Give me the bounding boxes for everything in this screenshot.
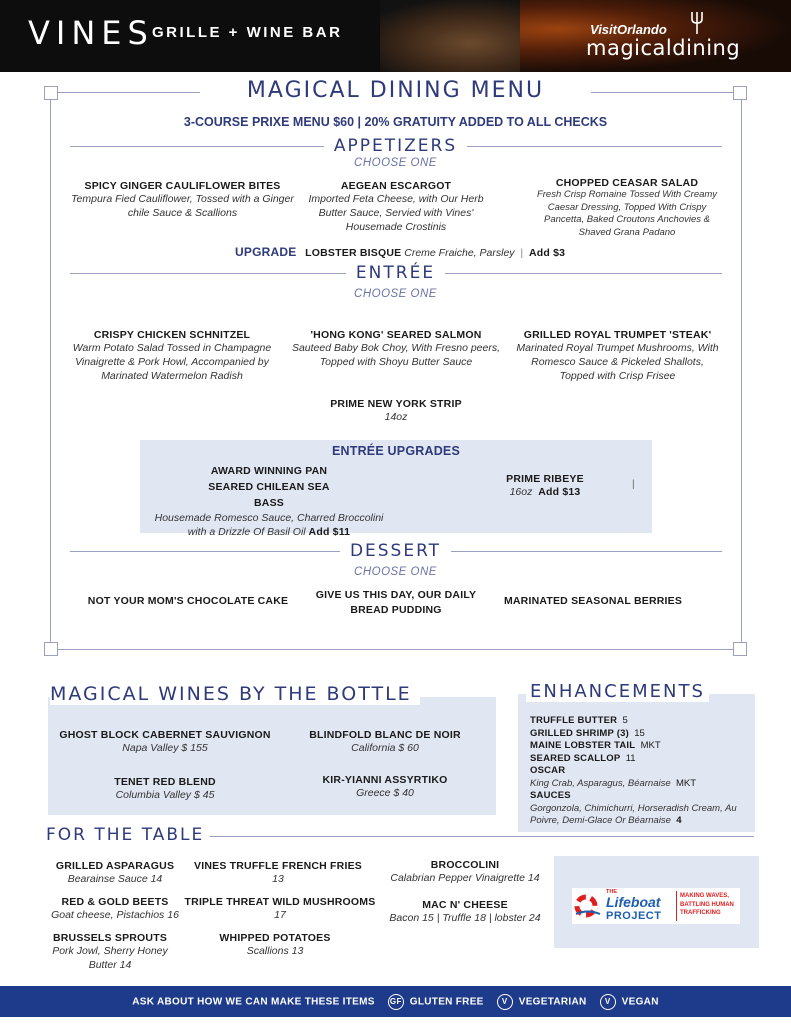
item-desc: 13 bbox=[272, 873, 284, 885]
enh-name: OSCAR bbox=[530, 765, 566, 776]
appetizers-heading-wrap bbox=[0, 136, 791, 156]
lifeboat-name: Lifeboat bbox=[606, 894, 661, 910]
item-desc: Napa Valley $ 155 bbox=[122, 742, 208, 754]
dessert-heading-wrap bbox=[0, 541, 791, 561]
item-name: CHOPPED CEASAR SALAD bbox=[555, 177, 699, 189]
item-name: SPICY GINGER CAULIFLOWER BITES bbox=[84, 180, 281, 192]
wines-heading: MAGICAL WINES BY THE BOTTLE bbox=[50, 683, 420, 705]
menu-item bbox=[296, 180, 496, 234]
item-name: AWARD WINNING PAN SEARED CHILEAN SEA BASS bbox=[208, 465, 330, 509]
menu-item bbox=[62, 329, 282, 383]
lifeboat-project: PROJECT bbox=[606, 910, 662, 922]
side-item bbox=[40, 860, 190, 886]
item-name: KIR-YIANNI ASSYRTIKO bbox=[322, 774, 448, 786]
item-desc: Housemade Romesco Sauce, Charred Broccolini with a Drizzle Of Basil Oil bbox=[154, 512, 384, 538]
enh-price: MKT bbox=[640, 740, 661, 751]
item-name: VINES TRUFFLE FRENCH FRIES bbox=[194, 860, 362, 872]
dessert-item: GIVE US THIS DAY, OUR DAILY BREAD PUDDING bbox=[315, 589, 477, 616]
enh-name: TRUFFLE BUTTER bbox=[530, 715, 618, 726]
appetizer-upgrade bbox=[235, 245, 565, 260]
enh-name: MAINE LOBSTER TAIL bbox=[530, 740, 636, 751]
enh-price: 4 bbox=[676, 815, 682, 826]
item-name: WHIPPED POTATOES bbox=[219, 932, 331, 944]
item-desc: Greece $ 40 bbox=[356, 787, 414, 799]
vegetarian-label: VEGETARIAN bbox=[518, 996, 587, 1008]
item-name: GRILLED ASPARAGUS bbox=[55, 860, 175, 872]
item-name: CRISPY CHICKEN SCHNITZEL bbox=[93, 329, 251, 341]
side-item bbox=[50, 932, 170, 972]
enh-price: 5 bbox=[622, 715, 628, 726]
side-item bbox=[380, 859, 550, 885]
menu-item bbox=[286, 329, 506, 369]
frame-corner bbox=[44, 86, 58, 100]
item-desc: 17 bbox=[274, 909, 286, 921]
frame-corner bbox=[733, 642, 747, 656]
vegan-label: VEGAN bbox=[621, 996, 659, 1008]
menu-title: MAGICAL DINING MENU bbox=[200, 78, 591, 103]
item-desc: Warm Potato Salad Tossed in Champagne Vinaigrette & Pork Howl, Accompanied by Marinated Watermelon Radish bbox=[72, 342, 272, 382]
item-desc: Goat cheese, Pistachios 16 bbox=[51, 909, 179, 921]
dessert-heading: DESSERT bbox=[340, 541, 451, 561]
fork-icon bbox=[686, 10, 708, 36]
appetizers-choose: CHOOSE ONE bbox=[354, 157, 437, 169]
item-desc: Pork Jowl, Sherry Honey Butter 14 bbox=[52, 945, 168, 971]
entree-choose: CHOOSE ONE bbox=[354, 288, 437, 300]
item-name: BROCCOLINI bbox=[430, 859, 500, 871]
gluten-free-icon: GF bbox=[388, 994, 404, 1010]
item-name: PRIME NEW YORK STRIP bbox=[330, 398, 462, 410]
enhancements-heading: ENHANCEMENTS bbox=[526, 681, 709, 702]
item-desc: Bacon 15 | Truffle 18 | lobster 24 bbox=[389, 912, 541, 924]
item-name: GHOST BLOCK CABERNET SAUVIGNON bbox=[59, 729, 271, 741]
enh-name: SEARED SCALLOP bbox=[530, 752, 621, 764]
menu-item bbox=[515, 329, 720, 383]
upgrade-item: LOBSTER BISQUE bbox=[305, 247, 402, 259]
enhancements-list bbox=[530, 715, 750, 828]
item-name: PRIME RIBEYE bbox=[506, 473, 584, 485]
enh-price: 15 bbox=[634, 727, 645, 739]
appetizers-heading: APPETIZERS bbox=[324, 136, 467, 156]
divider bbox=[676, 891, 677, 921]
menu-item bbox=[532, 177, 722, 239]
partner-logo: magicaldining bbox=[586, 36, 741, 60]
menu-item bbox=[296, 398, 496, 424]
footer-text: ASK ABOUT HOW WE CAN MAKE THESE ITEMS bbox=[132, 996, 375, 1008]
side-item bbox=[40, 896, 190, 922]
item-desc: Fresh Crisp Romaine Tossed With Creamy Caesar Dressing, Topped With Crispy Pancetta, Baked Croutons Anchovies & Shaved Grana Padano bbox=[536, 189, 718, 238]
dessert-item: MARINATED SEASONAL BERRIES bbox=[503, 595, 683, 607]
enh-desc: Gorgonzola, Chimichurri, Horseradish Cream, Au Poivre, Demi-Glace Or Béarnaise bbox=[530, 802, 737, 826]
item-desc: 16oz bbox=[509, 486, 533, 498]
dessert-item: NOT YOUR MOM'S CHOCOLATE CAKE bbox=[87, 595, 289, 607]
separator: | bbox=[632, 479, 635, 490]
side-item bbox=[200, 932, 350, 958]
item-name: GRILLED ROYAL TRUMPET 'STEAK' bbox=[523, 329, 712, 341]
separator: | bbox=[520, 247, 524, 259]
item-desc: Imported Feta Cheese, with Our Herb Butter Sauce, Servied with Vines' Housemade Crostinis bbox=[308, 193, 484, 233]
enh-name: GRILLED SHRIMP (3) bbox=[530, 727, 629, 739]
enh-price: MKT bbox=[675, 777, 696, 789]
entree-upgrades-title: ENTRÉE UPGRADES bbox=[331, 444, 461, 458]
lifeboat-top: THE bbox=[606, 889, 617, 895]
frame-corner bbox=[733, 86, 747, 100]
for-the-table-heading: FOR THE TABLE bbox=[46, 825, 210, 845]
item-name: TRIPLE THREAT WILD MUSHROOMS bbox=[184, 896, 376, 908]
dietary-footer bbox=[0, 986, 791, 1017]
upgrade-label: UPGRADE bbox=[235, 245, 297, 259]
item-name: MAC N' CHEESE bbox=[422, 899, 508, 911]
item-desc: Bearainse Sauce 14 bbox=[67, 873, 163, 885]
entree-heading: ENTRÉE bbox=[346, 263, 445, 283]
side-item bbox=[380, 899, 550, 925]
wine-item bbox=[290, 729, 480, 755]
frame-corner bbox=[44, 642, 58, 656]
entree-heading-wrap bbox=[0, 263, 791, 283]
wine-item bbox=[60, 776, 270, 802]
item-name: TENET RED BLEND bbox=[114, 776, 216, 788]
enh-name: SAUCES bbox=[530, 790, 571, 801]
item-name: BRUSSELS SPROUTS bbox=[52, 932, 168, 944]
gluten-free-label: GLUTEN FREE bbox=[409, 996, 484, 1008]
item-desc: Columbia Valley $ 45 bbox=[115, 789, 215, 801]
item-desc: Marinated Royal Trumpet Mushrooms, With Romesco Sauce & Pickeled Shallots, Topped with Crisp Frisee bbox=[516, 342, 719, 382]
wine-item bbox=[50, 729, 280, 755]
vegetarian-icon: V bbox=[497, 994, 513, 1010]
item-name: RED & GOLD BEETS bbox=[61, 896, 169, 908]
upgrade-desc: Creme Fraiche, Parsley bbox=[404, 247, 515, 259]
item-name: BLINDFOLD BLANC DE NOIR bbox=[309, 729, 461, 741]
lifeboat-tagline: MAKING WAVES, BATTLING HUMAN TRAFFICKING bbox=[680, 893, 734, 916]
item-name: 'HONG KONG' SEARED SALMON bbox=[310, 329, 482, 341]
item-desc: California $ 60 bbox=[351, 742, 419, 754]
item-desc: 14oz bbox=[384, 411, 408, 423]
menu-item bbox=[490, 473, 600, 499]
item-price: Add $13 bbox=[538, 486, 581, 498]
dessert-choose: CHOOSE ONE bbox=[354, 566, 437, 578]
upgrade-price: Add $3 bbox=[528, 247, 566, 259]
side-item bbox=[180, 896, 380, 922]
item-desc: Scallions 13 bbox=[246, 945, 304, 957]
vegan-icon: V bbox=[600, 994, 616, 1010]
item-name: AEGEAN ESCARGOT bbox=[340, 180, 452, 192]
menu-item bbox=[65, 180, 300, 220]
item-desc: Sauteed Baby Bok Choy, With Fresno peers, Topped with Shoyu Butter Sauce bbox=[291, 342, 501, 368]
item-price: Add $11 bbox=[308, 526, 351, 538]
brand-subtitle: GRILLE + WINE BAR bbox=[152, 24, 343, 41]
lifebuoy-icon bbox=[574, 894, 602, 918]
side-item bbox=[188, 860, 368, 886]
menu-item bbox=[150, 463, 388, 539]
partner-visit-text: VisitOrlando bbox=[590, 22, 667, 37]
item-desc: Calabrian Pepper Vinaigrette 14 bbox=[390, 872, 540, 884]
lifeboat-logo bbox=[572, 888, 740, 924]
brand-logo: VINES bbox=[28, 14, 154, 52]
enh-price: 11 bbox=[625, 752, 636, 764]
wine-item bbox=[290, 774, 480, 800]
enh-desc: King Crab, Asparagus, Béarnaise bbox=[530, 777, 671, 789]
item-desc: Tempura Fied Cauliflower, Tossed with a Ginger chile Sauce & Scallions bbox=[71, 193, 294, 219]
price-line: 3-COURSE PRIXE MENU $60 | 20% GRATUITY ADDED TO ALL CHECKS bbox=[183, 115, 608, 129]
